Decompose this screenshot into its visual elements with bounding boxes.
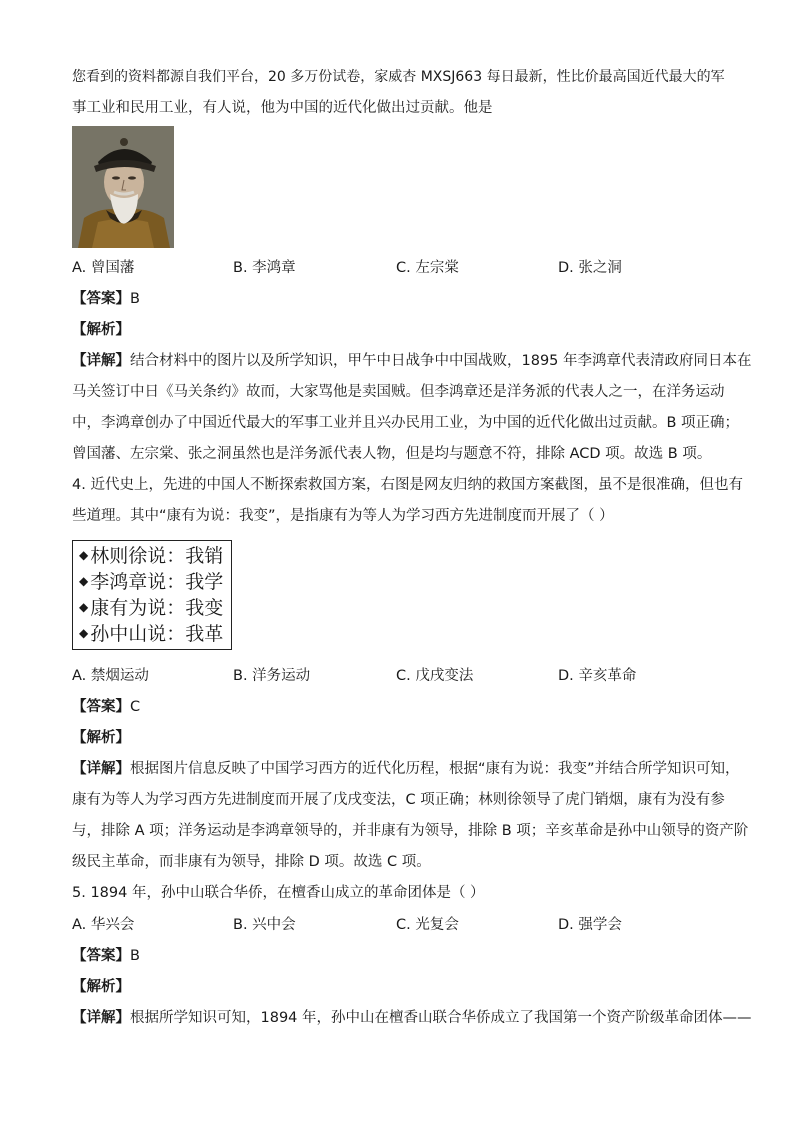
rescue-plan-box: [72, 540, 232, 650]
detail-text: 结合材料中的图片以及所学知识，甲午中日战争中中国战败，1895 年李鸿章代表清政府同日本在: [130, 353, 752, 369]
q4-option-a[interactable]: A. 禁烟运动: [72, 668, 149, 684]
diamond-bullet-icon: ◆: [79, 548, 89, 562]
q3-detail-line-4: 曾国藩、左宗棠、张之洞虽然也是洋务派代表人物，但是均与题意不符，排除 ACD 项。故选 B 项。: [72, 446, 712, 462]
diamond-bullet-icon: ◆: [79, 600, 89, 614]
detail-tag: 【详解】: [72, 353, 130, 369]
q4-stem-line-2: 些道理。其中“康有为说：我变”，是指康有为等人为学习西方先进制度而开展了（ ）: [72, 508, 614, 524]
q5-detail-line-1: [72, 1003, 752, 1034]
q4-detail-line-3: 与，排除 A 项；洋务运动是李鸿章领导的，并非康有为领导，排除 B 项；辛亥革命是孙中山领导的资产阶: [72, 823, 749, 839]
q3-options: [72, 252, 724, 284]
q4-answer: [72, 692, 724, 723]
q3-answer: [72, 284, 724, 315]
question-5: [72, 878, 752, 1034]
question-4: [72, 470, 749, 878]
detail-tag: 【详解】: [72, 1010, 130, 1026]
answer-value: B: [130, 948, 140, 964]
detail-text: 根据图片信息反映了中国学习西方的近代化历程，根据“康有为说：我变”并结合所学知识可知，: [130, 761, 740, 777]
q5-options: [72, 909, 724, 941]
q4-detail-line-2: 康有为等人为学习西方先进制度而开展了戊戌变法，C 项正确；林则徐领导了虎门销烟，康有为没有参: [72, 792, 725, 808]
q5-option-d[interactable]: D. 强学会: [558, 917, 622, 933]
q4-analysis: [72, 723, 724, 754]
detail-tag: 【详解】: [72, 761, 130, 777]
q4-option-d[interactable]: D. 辛亥革命: [558, 668, 637, 684]
analysis-tag: 【解析】: [72, 322, 130, 338]
q4-option-b[interactable]: B. 洋务运动: [233, 668, 311, 684]
answer-tag: 【答案】: [72, 699, 130, 715]
q5-answer: [72, 941, 724, 972]
answer-tag: 【答案】: [72, 291, 130, 307]
q5-option-a[interactable]: A. 华兴会: [72, 917, 135, 933]
li-hongzhang-portrait-image: [72, 126, 174, 248]
box-line-text: 康有为说：我变: [90, 597, 224, 619]
box-line-4: [79, 621, 223, 647]
box-line-text: 李鸿章说：我学: [90, 571, 224, 593]
analysis-tag: 【解析】: [72, 730, 130, 746]
question-3: [72, 62, 752, 470]
q3-analysis: [72, 315, 724, 346]
diamond-bullet-icon: ◆: [79, 574, 89, 588]
q5-stem: 5. 1894 年，孙中山联合华侨，在檀香山成立的革命团体是（ ）: [72, 885, 485, 901]
q5-option-c[interactable]: C. 光复会: [396, 917, 459, 933]
q4-detail-line-1: [72, 754, 740, 785]
answer-value: B: [130, 291, 140, 307]
q4-options: [72, 660, 724, 692]
q3-option-b[interactable]: B. 李鸿章: [233, 260, 296, 276]
answer-value: C: [130, 699, 141, 715]
q3-option-d[interactable]: D. 张之洞: [558, 260, 622, 276]
detail-text: 根据所学知识可知，1894 年，孙中山在檀香山联合华侨成立了我国第一个资产阶级革命团体——: [130, 1010, 752, 1026]
q4-detail-line-4: 级民主革命，而非康有为领导，排除 D 项。故选 C 项。: [72, 854, 431, 870]
q3-stem-line-2: 事工业和民用工业，有人说，他为中国的近代化做出过贡献。他是: [72, 100, 493, 116]
q3-stem-line-1: 您看到的资料都源自我们平台，20 多万份试卷，家威杏 MXSJ663 每日最新，性比价最高国近代最大的军: [72, 69, 725, 85]
q3-option-a[interactable]: A. 曾国藩: [72, 260, 135, 276]
q4-option-c[interactable]: C. 戊戌变法: [396, 668, 474, 684]
box-line-3: [79, 595, 223, 621]
box-line-text: 林则徐说：我销: [90, 545, 224, 567]
analysis-tag: 【解析】: [72, 979, 130, 995]
q4-stem-line-1: 4. 近代史上，先进的中国人不断探索救国方案，右图是网友归纳的救国方案截图，虽不是很准确，但也有: [72, 477, 743, 493]
diamond-bullet-icon: ◆: [79, 626, 89, 640]
document-page: [72, 62, 752, 1034]
box-line-1: [79, 543, 223, 569]
q4-figure: [72, 540, 724, 650]
q3-detail-line-2: 马关签订中日《马关条约》故而，大家骂他是卖国贼。但李鸿章还是洋务派的代表人之一，在洋务运动: [72, 384, 725, 400]
q3-option-c[interactable]: C. 左宗棠: [396, 260, 459, 276]
q3-detail-line-3: 中，李鸿章创办了中国近代最大的军事工业并且兴办民用工业，为中国的近代化做出过贡献。B 项正确；: [72, 415, 740, 431]
q3-detail-line-1: [72, 346, 752, 377]
answer-tag: 【答案】: [72, 948, 130, 964]
q5-analysis: [72, 972, 724, 1003]
box-line-2: [79, 569, 223, 595]
box-line-text: 孙中山说：我革: [90, 623, 224, 645]
q5-option-b[interactable]: B. 兴中会: [233, 917, 296, 933]
